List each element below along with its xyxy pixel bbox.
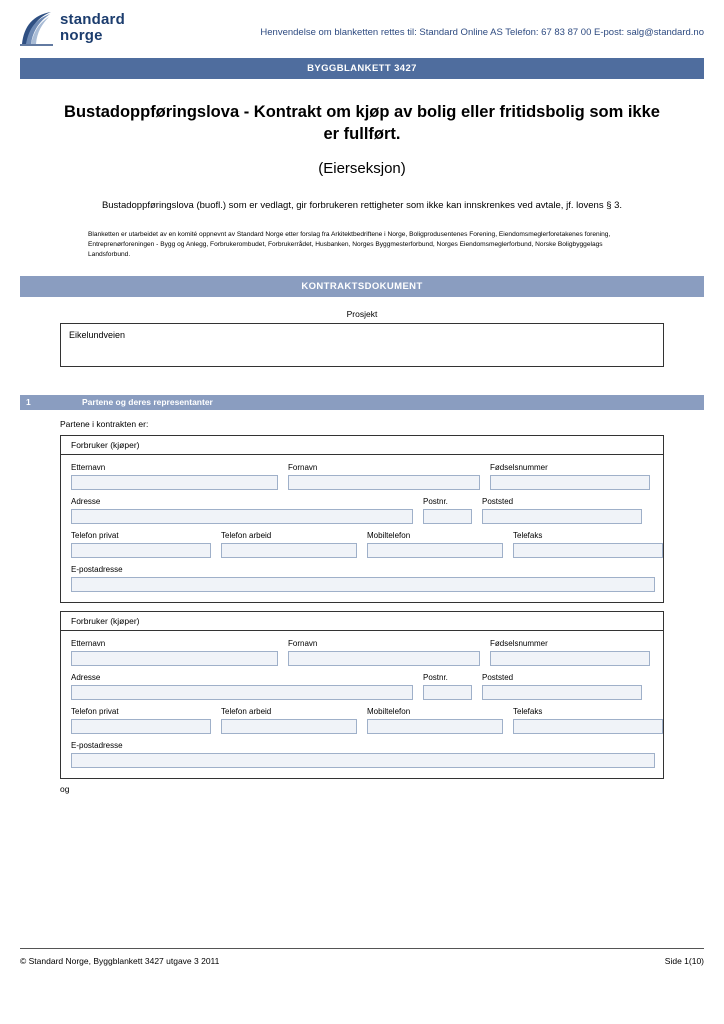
input-epostadresse-1[interactable]: [71, 577, 655, 592]
label-postnr-2: Postnr.: [423, 672, 448, 682]
field-etternavn-1: [71, 463, 278, 490]
standard-norge-logo-icon: [20, 10, 54, 46]
section-1-number: 1: [20, 395, 54, 410]
field-poststed-1: [482, 497, 642, 524]
kontraktsdokument-bar: KONTRAKTSDOKUMENT: [20, 276, 704, 297]
party-1-fields: [61, 455, 663, 602]
label-telefaks-2: Telefaks: [513, 706, 543, 716]
input-adresse-2[interactable]: [71, 685, 413, 700]
label-mobiltelefon-1: Mobiltelefon: [367, 530, 411, 540]
input-epostadresse-2[interactable]: [71, 753, 655, 768]
field-telefon-arbeid-2: [221, 707, 357, 734]
page-subtitle: (Eierseksjon): [318, 159, 406, 177]
label-fornavn-1: Fornavn: [288, 462, 318, 472]
label-etternavn-1: Etternavn: [71, 462, 106, 472]
label-etternavn-2: Etternavn: [71, 638, 106, 648]
logo: [20, 8, 140, 52]
input-fornavn-2[interactable]: [288, 651, 480, 666]
label-telefon-arbeid-2: Telefon arbeid: [221, 706, 272, 716]
project-input[interactable]: Eikelundveien: [60, 323, 664, 367]
label-epostadresse-1: E-postadresse: [71, 564, 123, 574]
label-fornavn-2: Fornavn: [288, 638, 318, 648]
page-header: [20, 0, 704, 58]
field-mobiltelefon-2: [367, 707, 503, 734]
logo-text: [60, 12, 125, 44]
label-poststed-1: Poststed: [482, 496, 514, 506]
input-etternavn-1[interactable]: [71, 475, 278, 490]
input-poststed-1[interactable]: [482, 509, 642, 524]
footer-page-number: Side 1(10): [664, 956, 704, 966]
page-title: Bustadoppføringslova - Kontrakt om kjøp av bolig eller fritidsbolig som ikke er fullført.: [64, 103, 660, 144]
input-postnr-1[interactable]: [423, 509, 472, 524]
logo-text-line2: norge: [60, 26, 103, 44]
input-adresse-1[interactable]: [71, 509, 413, 524]
input-telefon-privat-2[interactable]: [71, 719, 211, 734]
input-telefaks-1[interactable]: [513, 543, 663, 558]
page-footer: [20, 948, 704, 966]
section-1-header: [20, 395, 704, 410]
party-block-1: [60, 435, 664, 603]
field-telefaks-2: [513, 707, 663, 734]
fineprint-paragraph: Blanketten er utarbeidet av en komité oppnevnt av Standard Norge etter forslag fra Arkitektbedriftene i Norge, Boligprodusentenes Forening, Eiendomsmeglerforetakenes forening, Entreprenørforeningen - Bygg og Anlegg, Forbrukerombudet, Forbrukerrådet, Husbanken, Norges Byggmesterforbund, Norges Eiendomsmeglerforbund, Norske Boligbyggelags Landsforbund.: [88, 230, 611, 258]
field-fodselsnummer-2: [490, 639, 650, 666]
input-fornavn-1[interactable]: [288, 475, 480, 490]
section-1-title: Partene og deres representanter: [54, 395, 704, 410]
field-fornavn-1: [288, 463, 480, 490]
input-fodselsnummer-2[interactable]: [490, 651, 650, 666]
field-telefon-privat-1: [71, 531, 211, 558]
label-fodselsnummer-1: Fødselsnummer: [490, 462, 548, 472]
field-adresse-2: [71, 673, 413, 700]
party-2-heading: Forbruker (kjøper): [61, 612, 663, 631]
input-postnr-2[interactable]: [423, 685, 472, 700]
label-fodselsnummer-2: Fødselsnummer: [490, 638, 548, 648]
label-adresse-1: Adresse: [71, 496, 101, 506]
field-fodselsnummer-1: [490, 463, 650, 490]
section-1-intro: Partene i kontrakten er:: [60, 418, 149, 429]
field-telefon-privat-2: [71, 707, 211, 734]
logo-text-line1: standard: [60, 11, 125, 28]
label-poststed-2: Poststed: [482, 672, 514, 682]
party-block-2: [60, 611, 664, 779]
field-epostadresse-1: [71, 565, 653, 592]
project-label: Prosjekt: [346, 308, 378, 319]
field-fornavn-2: [288, 639, 480, 666]
field-poststed-2: [482, 673, 642, 700]
label-epostadresse-2: E-postadresse: [71, 740, 123, 750]
input-telefon-privat-1[interactable]: [71, 543, 211, 558]
conjunction-text: og: [60, 783, 70, 794]
field-adresse-1: [71, 497, 413, 524]
input-telefon-arbeid-1[interactable]: [221, 543, 357, 558]
field-etternavn-2: [71, 639, 278, 666]
footer-copyright: © Standard Norge, Byggblankett 3427 utgave 3 2011: [20, 956, 220, 966]
field-postnr-1: [423, 497, 472, 524]
field-epostadresse-2: [71, 741, 653, 768]
field-postnr-2: [423, 673, 472, 700]
field-telefon-arbeid-1: [221, 531, 357, 558]
input-mobiltelefon-1[interactable]: [367, 543, 503, 558]
input-etternavn-2[interactable]: [71, 651, 278, 666]
label-telefaks-1: Telefaks: [513, 530, 543, 540]
input-telefon-arbeid-2[interactable]: [221, 719, 357, 734]
label-mobiltelefon-2: Mobiltelefon: [367, 706, 411, 716]
label-telefon-privat-2: Telefon privat: [71, 706, 119, 716]
party-1-heading: Forbruker (kjøper): [61, 436, 663, 455]
header-contact-info: Henvendelse om blanketten rettes til: Standard Online AS Telefon: 67 83 87 00 E-post: salg@standard.no: [260, 27, 704, 38]
input-mobiltelefon-2[interactable]: [367, 719, 503, 734]
label-adresse-2: Adresse: [71, 672, 101, 682]
label-telefon-privat-1: Telefon privat: [71, 530, 119, 540]
input-poststed-2[interactable]: [482, 685, 642, 700]
label-postnr-1: Postnr.: [423, 496, 448, 506]
lead-paragraph: Bustadoppføringslova (buofl.) som er vedlagt, gir forbrukeren rettigheter som ikke kan innskrenkes ved avtale, jf. lovens § 3.: [101, 199, 623, 211]
form-code-bar: BYGGBLANKETT 3427: [20, 58, 704, 79]
input-fodselsnummer-1[interactable]: [490, 475, 650, 490]
field-mobiltelefon-1: [367, 531, 503, 558]
party-2-fields: [61, 631, 663, 778]
label-telefon-arbeid-1: Telefon arbeid: [221, 530, 272, 540]
input-telefaks-2[interactable]: [513, 719, 663, 734]
field-telefaks-1: [513, 531, 663, 558]
